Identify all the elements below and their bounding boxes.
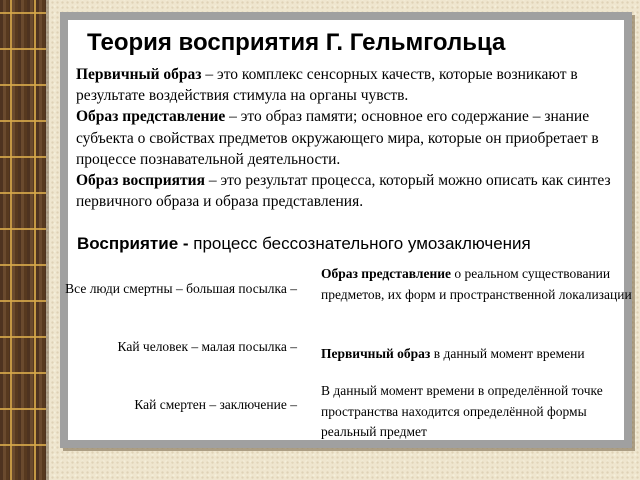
definitions-block (76, 64, 640, 212)
definition-representation-image (76, 106, 640, 170)
syllogism-conclusion-mapping (321, 381, 637, 443)
mapping-text (321, 344, 637, 365)
definition-term: Образ представление (76, 108, 226, 126)
definition-perception-image (76, 170, 640, 212)
definition-term: Первичный образ (76, 66, 202, 83)
mapping-text (321, 264, 637, 305)
perception-statement (77, 233, 637, 255)
definition-primary-image (76, 64, 640, 106)
perception-term: Восприятие - (77, 234, 189, 253)
definition-text: – это комплекс сенсорных качеств, которые возникают в результате воздействия стимула на органы чувств. (76, 66, 578, 105)
mapping-description: В данный момент времени в определённой точке пространства находится определённой формы реальный предмет (321, 383, 603, 439)
decorative-side-strip (0, 0, 46, 480)
mapping-text (321, 381, 637, 443)
syllogism-major-premise: Все люди смертны – большая посылка – (65, 281, 297, 296)
perception-text: процесс бессознательного умозаключения (188, 234, 531, 253)
mapping-term: Первичный образ (321, 346, 431, 361)
mapping-term: Образ представление (321, 266, 452, 281)
syllogism-conclusion: Кай смертен – заключение – (134, 397, 297, 412)
slide-title: Теория восприятия Г. Гельмгольца (87, 29, 506, 56)
definition-text: – это образ памяти; основное его содержание – знание субъекта о свойствах предметов окружающего мира, которые он приобретает в процессе познавательной деятельности. (76, 108, 599, 168)
definition-text: – это результат процесса, который можно описать как синтез первичного образа и образа представления. (76, 172, 611, 211)
mapping-description: в данный момент времени (430, 346, 585, 361)
syllogism-minor-premise: Кай человек – малая посылка – (117, 339, 297, 354)
syllogism-primary-mapping (321, 344, 637, 365)
syllogism-representation-mapping (321, 264, 637, 305)
mapping-description: о реальном существовании предметов, их форм и пространственной локализации (321, 266, 632, 302)
definition-term: Образ восприятия (76, 172, 205, 190)
